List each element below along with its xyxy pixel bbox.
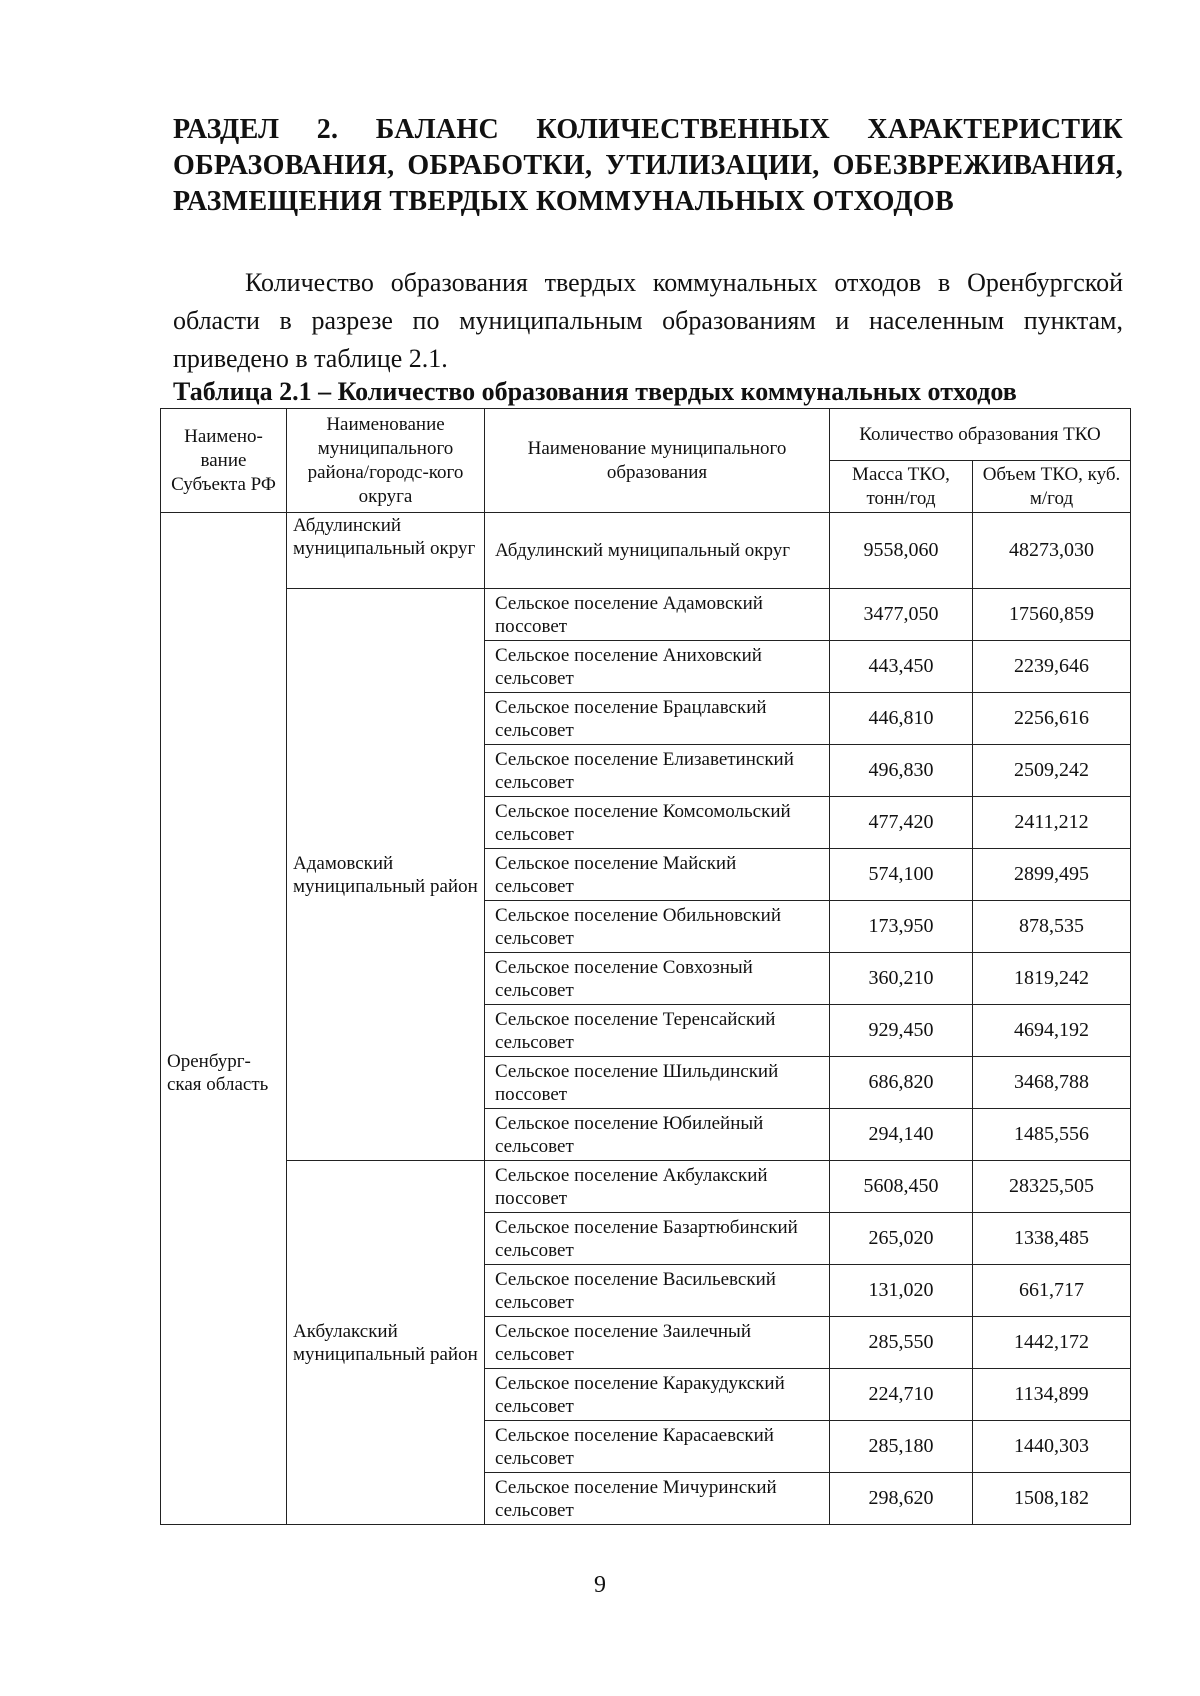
municipality-name: Сельское поселение Майский сельсовет bbox=[485, 849, 830, 901]
header-municipality: Наименование муниципального образования bbox=[485, 409, 830, 513]
volume-value: 2899,495 bbox=[973, 849, 1131, 901]
mass-value: 298,620 bbox=[830, 1473, 973, 1525]
table-row bbox=[161, 589, 1131, 641]
header-mass: Масса ТКО, тонн/год bbox=[830, 461, 973, 513]
mass-value: 477,420 bbox=[830, 797, 973, 849]
municipality-name: Абдулинский муниципальный округ bbox=[485, 513, 830, 589]
mass-value: 929,450 bbox=[830, 1005, 973, 1057]
header-quantity-group: Количество образования ТКО bbox=[830, 409, 1131, 461]
district-cell: Акбулакский муниципальный район bbox=[287, 1161, 485, 1525]
mass-value: 496,830 bbox=[830, 745, 973, 797]
table-row bbox=[161, 1161, 1131, 1213]
volume-value: 1485,556 bbox=[973, 1109, 1131, 1161]
mass-value: 360,210 bbox=[830, 953, 973, 1005]
intro-paragraph: Количество образования твердых коммунальных отходов в Оренбургской области в разрезе по муниципальным образованиям и населенным пунктам, приведено в таблице 2.1. bbox=[173, 268, 1123, 373]
subject-name: Оренбург-ская область bbox=[167, 1051, 269, 1095]
volume-value: 2239,646 bbox=[973, 641, 1131, 693]
municipality-name: Сельское поселение Юбилейный сельсовет bbox=[485, 1109, 830, 1161]
mass-value: 294,140 bbox=[830, 1109, 973, 1161]
volume-value: 2509,242 bbox=[973, 745, 1131, 797]
volume-value: 3468,788 bbox=[973, 1057, 1131, 1109]
page-number: 9 bbox=[594, 1572, 606, 1598]
mass-value: 574,100 bbox=[830, 849, 973, 901]
municipality-name: Сельское поселение Шильдинский поссовет bbox=[485, 1057, 830, 1109]
mass-value: 173,950 bbox=[830, 901, 973, 953]
municipality-name: Сельское поселение Карасаевский сельсовет bbox=[485, 1421, 830, 1473]
volume-value: 2256,616 bbox=[973, 693, 1131, 745]
mass-value: 686,820 bbox=[830, 1057, 973, 1109]
mass-value: 3477,050 bbox=[830, 589, 973, 641]
municipality-name: Сельское поселение Акбулакский поссовет bbox=[485, 1161, 830, 1213]
volume-value: 1440,303 bbox=[973, 1421, 1131, 1473]
volume-value: 661,717 bbox=[973, 1265, 1131, 1317]
municipality-name: Сельское поселение Васильевский сельсовет bbox=[485, 1265, 830, 1317]
municipality-name: Сельское поселение Обильновский сельсовет bbox=[485, 901, 830, 953]
subject-cell bbox=[161, 513, 287, 1525]
municipality-name: Сельское поселение Аниховский сельсовет bbox=[485, 641, 830, 693]
mass-value: 265,020 bbox=[830, 1213, 973, 1265]
header-subject: Наимено-вание Субъекта РФ bbox=[161, 409, 287, 513]
volume-value: 48273,030 bbox=[973, 513, 1131, 589]
municipality-name: Сельское поселение Адамовский поссовет bbox=[485, 589, 830, 641]
mass-value: 9558,060 bbox=[830, 513, 973, 589]
district-cell: Абдулинский муниципальный округ bbox=[287, 513, 485, 589]
volume-value: 28325,505 bbox=[973, 1161, 1131, 1213]
mass-value: 5608,450 bbox=[830, 1161, 973, 1213]
municipality-name: Сельское поселение Елизаветинский сельсовет bbox=[485, 745, 830, 797]
volume-value: 4694,192 bbox=[973, 1005, 1131, 1057]
volume-value: 1819,242 bbox=[973, 953, 1131, 1005]
volume-value: 1134,899 bbox=[973, 1369, 1131, 1421]
table-header bbox=[161, 409, 1131, 513]
volume-value: 1442,172 bbox=[973, 1317, 1131, 1369]
mass-value: 443,450 bbox=[830, 641, 973, 693]
mass-value: 446,810 bbox=[830, 693, 973, 745]
header-district: Наименование муниципального района/городс-кого округа bbox=[287, 409, 485, 513]
municipality-name: Сельское поселение Каракудукский сельсовет bbox=[485, 1369, 830, 1421]
municipality-name: Сельское поселение Брацлавский сельсовет bbox=[485, 693, 830, 745]
mass-value: 131,020 bbox=[830, 1265, 973, 1317]
table-body bbox=[161, 513, 1131, 1525]
section-heading: РАЗДЕЛ 2. БАЛАНС КОЛИЧЕСТВЕННЫХ ХАРАКТЕРИСТИК ОБРАЗОВАНИЯ, ОБРАБОТКИ, УТИЛИЗАЦИИ, ОБЕЗВРЕЖИВАНИЯ, РАЗМЕЩЕНИЯ ТВЕРДЫХ КОММУНАЛЬНЫХ ОТХОДОВ bbox=[173, 114, 1123, 217]
volume-value: 878,535 bbox=[973, 901, 1131, 953]
municipality-name: Сельское поселение Теренсайский сельсовет bbox=[485, 1005, 830, 1057]
table-row bbox=[161, 513, 1131, 589]
header-volume: Объем ТКО, куб. м/год bbox=[973, 461, 1131, 513]
mass-value: 224,710 bbox=[830, 1369, 973, 1421]
volume-value: 17560,859 bbox=[973, 589, 1131, 641]
volume-value: 2411,212 bbox=[973, 797, 1131, 849]
municipality-name: Сельское поселение Комсомольский сельсовет bbox=[485, 797, 830, 849]
municipality-name: Сельское поселение Мичуринский сельсовет bbox=[485, 1473, 830, 1525]
municipality-name: Сельское поселение Совхозный сельсовет bbox=[485, 953, 830, 1005]
table-caption: Таблица 2.1 – Количество образования твердых коммунальных отходов bbox=[173, 377, 1017, 406]
mass-value: 285,550 bbox=[830, 1317, 973, 1369]
waste-table bbox=[160, 408, 1131, 1525]
municipality-name: Сельское поселение Заилечный сельсовет bbox=[485, 1317, 830, 1369]
district-cell: Адамовский муниципальный район bbox=[287, 589, 485, 1161]
volume-value: 1508,182 bbox=[973, 1473, 1131, 1525]
municipality-name: Сельское поселение Базартюбинский сельсовет bbox=[485, 1213, 830, 1265]
volume-value: 1338,485 bbox=[973, 1213, 1131, 1265]
mass-value: 285,180 bbox=[830, 1421, 973, 1473]
